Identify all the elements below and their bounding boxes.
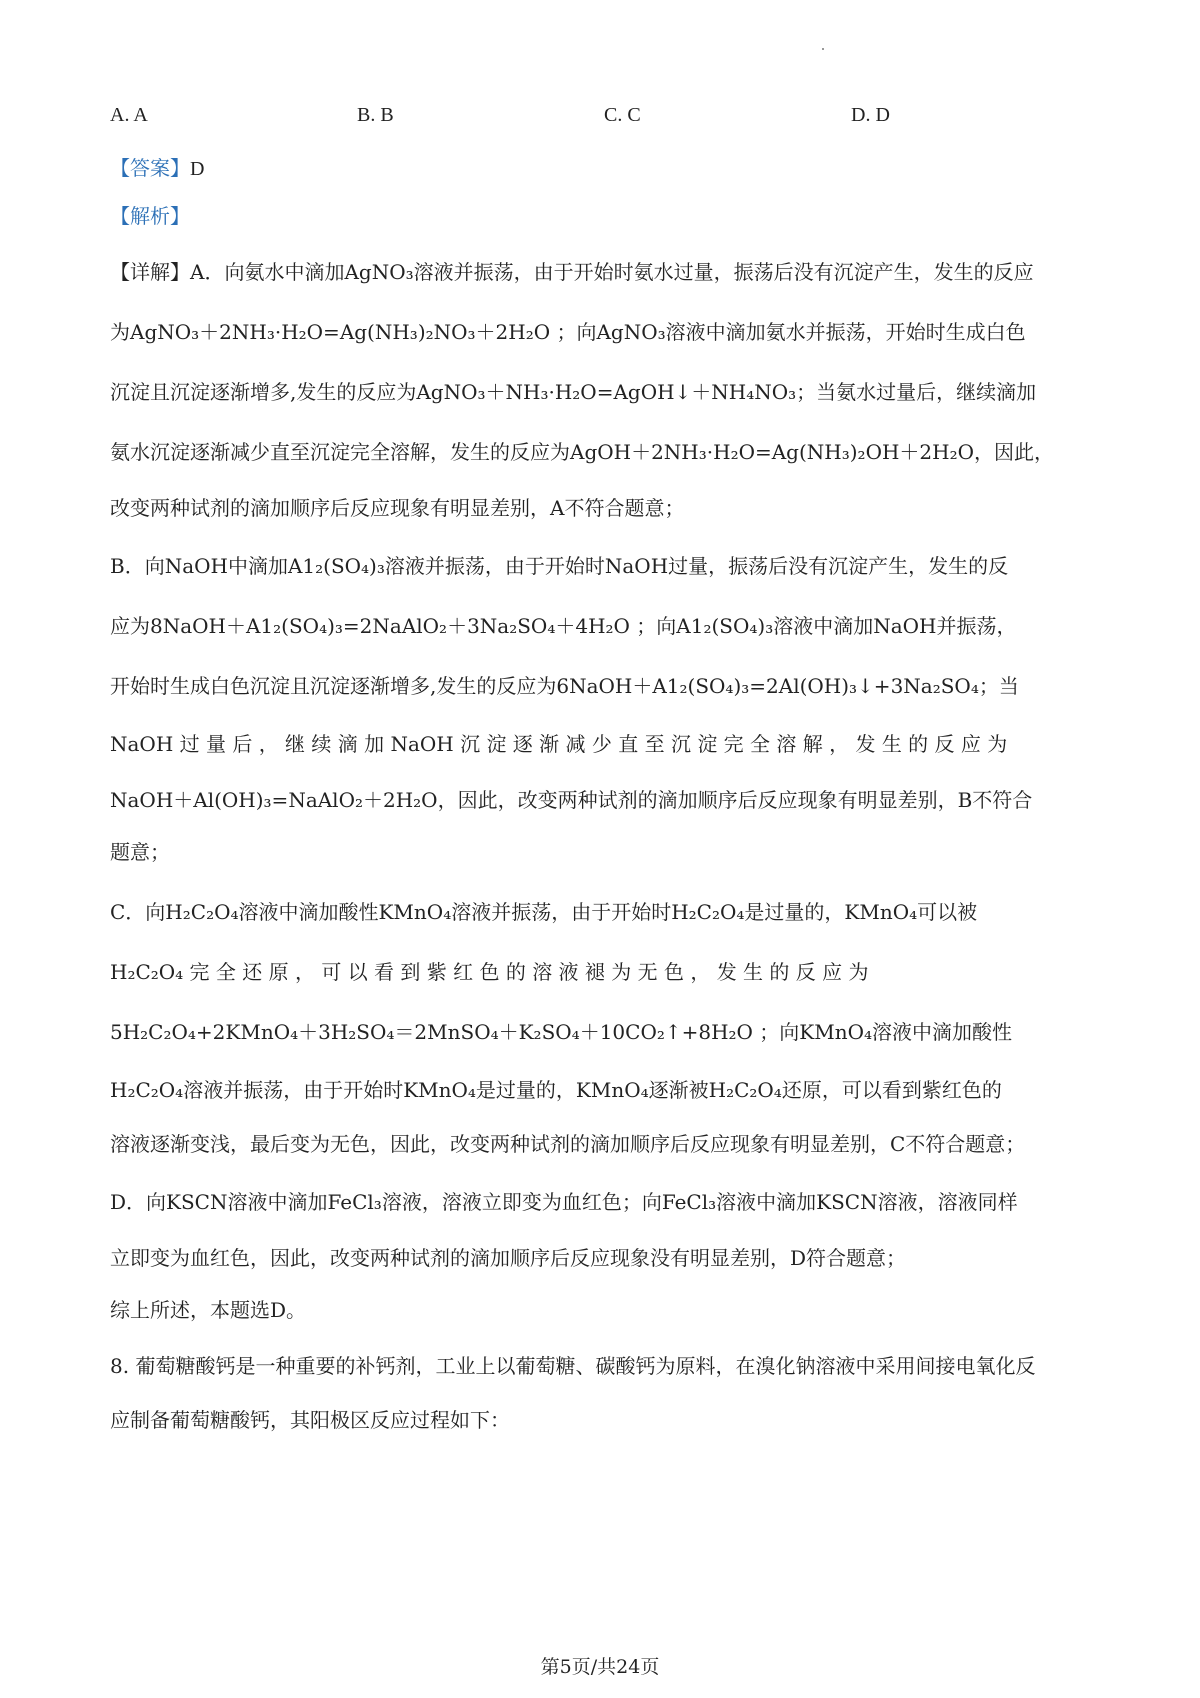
text-line: 5H₂C₂O₄+2KMnO₄＋3H₂SO₄＝2MnSO₄＋K₂SO₄＋10CO₂↑+8H₂O ；向KMnO₄溶液中滴加酸性 — [110, 1020, 1013, 1044]
text-line: 立即变为血红色，因此，改变两种试剂的滴加顺序后反应现象没有明显差别，D符合题意； — [110, 1246, 907, 1270]
question-8-line: 应制备葡萄糖酸钙，其阳极区反应过程如下： — [110, 1408, 510, 1432]
text-line: 改变两种试剂的滴加顺序后反应现象有明显差别，A不符合题意； — [110, 496, 685, 520]
text-line: C．向H₂C₂O₄溶液中滴加酸性KMnO₄溶液并振荡，由于开始时H₂C₂O₄是过量的，KMnO₄可以被 — [110, 900, 978, 924]
text-line: 氨水沉淀逐渐减少直至沉淀完全溶解，发生的反应为AgOH＋2NH₃·H₂O=Ag(NH₃)₂OH＋2H₂O，因此， — [110, 440, 1054, 464]
text-line: 为AgNO₃＋2NH₃·H₂O=Ag(NH₃)₂NO₃＋2H₂O ；向AgNO₃溶液中滴加氨水并振荡，开始时生成白色 — [110, 320, 1026, 344]
text-line: 【详解】A．向氨水中滴加AgNO₃溶液并振荡，由于开始时氨水过量，振荡后没有沉淀产生，发生的反应 — [110, 260, 1034, 284]
option-d: D. D — [851, 104, 890, 126]
text-line: D．向KSCN溶液中滴加FeCl₃溶液，溶液立即变为血红色；向FeCl₃溶液中滴加KSCN溶液，溶液同样 — [110, 1190, 1018, 1214]
analysis-label: 【解析】 — [110, 204, 190, 228]
text-line: 综上所述，本题选D。 — [110, 1298, 307, 1322]
answer-label: 【答案】 — [110, 156, 190, 180]
answer-value: D — [190, 158, 205, 180]
text-line: NaOH＋Al(OH)₃=NaAlO₂＋2H₂O，因此，改变两种试剂的滴加顺序后反应现象有明显差别，B不符合 — [110, 788, 1033, 812]
text-line: B．向NaOH中滴加A1₂(SO₄)₃溶液并振荡，由于开始时NaOH过量，振荡后没有沉淀产生，发生的反 — [110, 554, 1009, 578]
answer-options — [110, 104, 1070, 134]
answer-line — [110, 152, 204, 181]
question-8-line: 8. 葡萄糖酸钙是一种重要的补钙剂，工业上以葡萄糖、碳酸钙为原料，在溴化钠溶液中采用间接电氧化反 — [110, 1354, 1036, 1378]
text-line: 应为8NaOH＋A1₂(SO₄)₃=2NaAlO₂＋3Na₂SO₄＋4H₂O ；向A1₂(SO₄)₃溶液中滴加NaOH并振荡， — [110, 614, 1017, 638]
scan-dot — [822, 48, 824, 50]
text-line: H₂C₂O₄溶液并振荡，由于开始时KMnO₄是过量的，KMnO₄逐渐被H₂C₂O₄还原，可以看到紫红色的 — [110, 1078, 1002, 1102]
text-line: 题意； — [110, 840, 170, 864]
option-a: A. A — [110, 104, 148, 126]
text-line: 溶液逐渐变浅，最后变为无色，因此，改变两种试剂的滴加顺序后反应现象有明显差别，C不符合题意； — [110, 1132, 1026, 1156]
option-b: B. B — [357, 104, 394, 126]
page-footer: 第5页/共24页 — [540, 1656, 660, 1678]
text-line: 沉淀且沉淀逐渐增多,发生的反应为AgNO₃＋NH₃·H₂O=AgOH↓＋NH₄NO₃；当氨水过量后，继续滴加 — [110, 380, 1037, 404]
text-line: NaOH 过 量 后 ， 继 续 滴 加 NaOH 沉 淀 逐 渐 减 少 直 至 沉 淀 完 全 溶 解 ， 发 生 的 反 应 为 — [110, 732, 1008, 756]
text-line: H₂C₂O₄ 完 全 还 原 ， 可 以 看 到 紫 红 色 的 溶 液 褪 为 无 色 ， 发 生 的 反 应 为 — [110, 960, 869, 984]
option-c: C. C — [604, 104, 641, 126]
text-line: 开始时生成白色沉淀且沉淀逐渐增多,发生的反应为6NaOH＋A1₂(SO₄)₃=2Al(OH)₃↓+3Na₂SO₄；当 — [110, 674, 1019, 698]
